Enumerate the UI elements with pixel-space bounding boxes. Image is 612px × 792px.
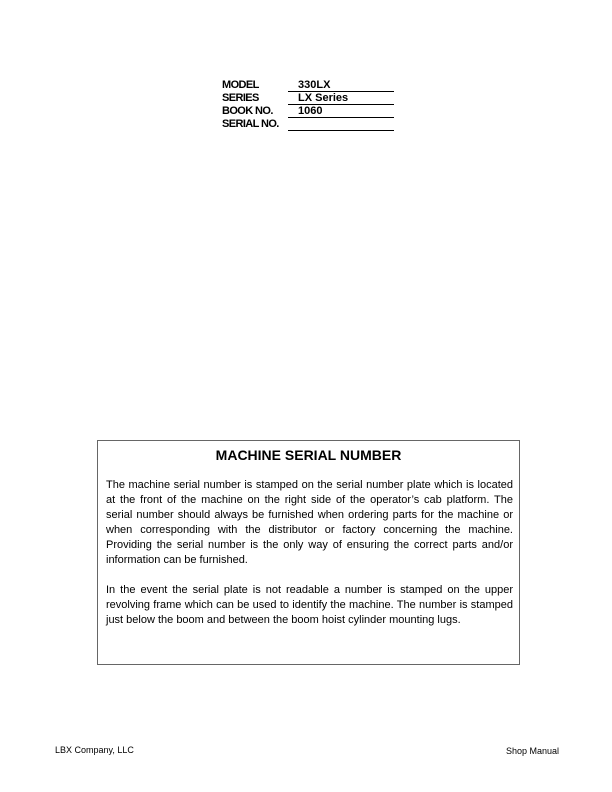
footer-manual-type: Shop Manual	[505, 746, 559, 756]
model-value: 330LX	[298, 79, 331, 91]
series-row	[222, 92, 394, 105]
footer-company: LBX Company, LLC	[55, 745, 134, 755]
serial-number-row	[222, 118, 394, 131]
book-number-row	[222, 105, 394, 118]
machine-identification	[222, 79, 394, 131]
series-label: SERIES	[222, 92, 259, 104]
machine-serial-number-box	[97, 440, 520, 665]
section-title: MACHINE SERIAL NUMBER	[215, 447, 402, 463]
book-number-label: BOOK NO.	[222, 105, 273, 117]
series-field	[288, 92, 394, 105]
model-field	[288, 79, 394, 92]
stamped-number-paragraph: In the event the serial plate is not readable a number is stamped on the upper revolving frame which can be used to identify the machine. The number is stamped just below the boom and between the boom hoist cylinder mounting lugs.	[106, 584, 513, 626]
serial-plate-paragraph: The machine serial number is stamped on the serial number plate which is located at the front of the machine on the right side of the operator’s cab platform. The serial number should always be furnished when ordering parts for the machine or when corresponding with the distributor or factory concerning the machine. Providing the serial number is the only way of ensuring the correct parts and/or information can be furnished.	[106, 479, 513, 566]
model-row	[222, 79, 394, 92]
series-value: LX Series	[298, 92, 349, 104]
book-number-value: 1060	[298, 105, 323, 117]
serial-number-field	[288, 118, 394, 131]
model-label: MODEL	[222, 79, 259, 91]
section-body	[106, 478, 513, 643]
book-number-field	[288, 105, 394, 118]
serial-number-label: SERIAL NO.	[222, 118, 279, 130]
